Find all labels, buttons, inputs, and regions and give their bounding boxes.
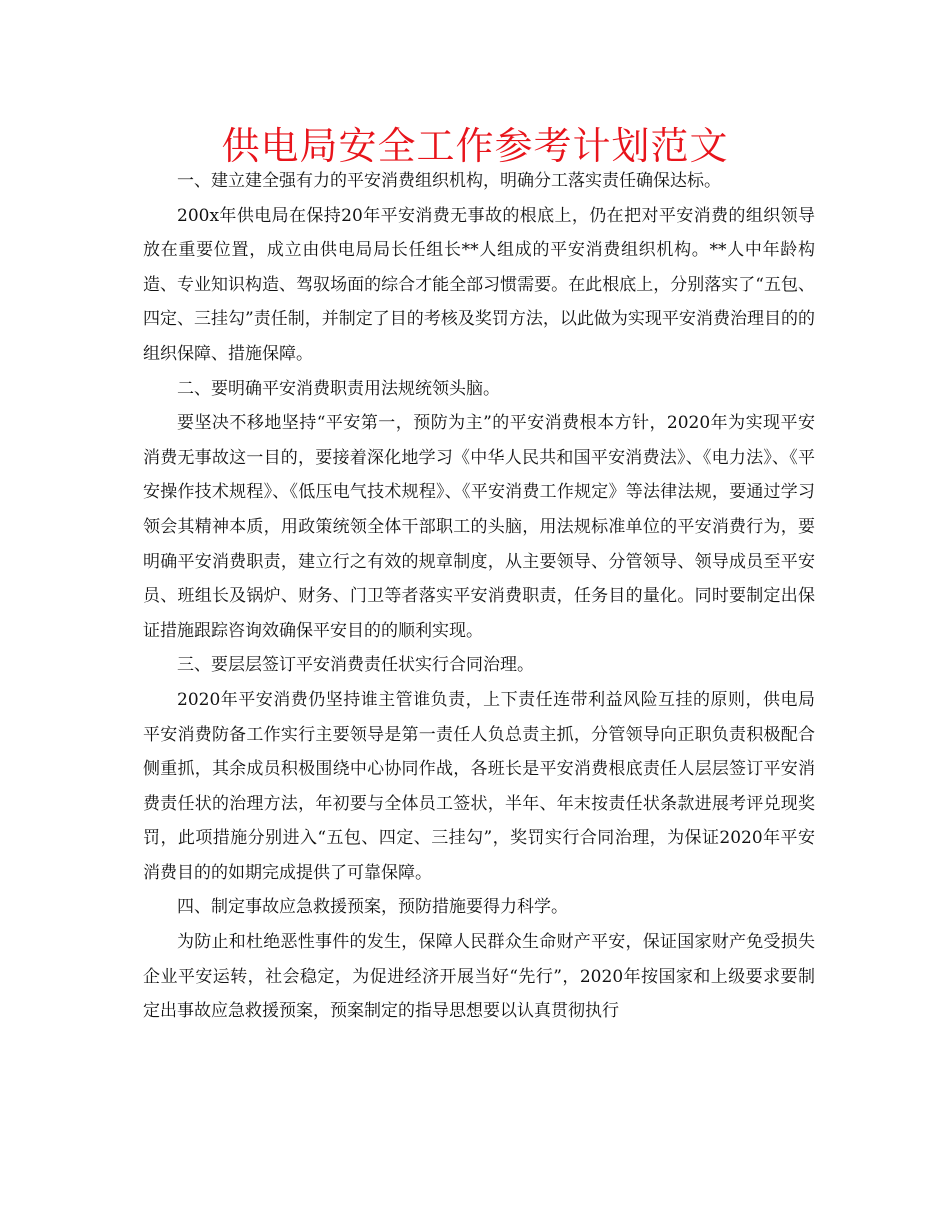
heading-paragraph-1: 一、建立建全强有力的平安消费组织机构，明确分工落实责任确保达标。 bbox=[177, 171, 721, 191]
heading-paragraph-2: 二、要明确平安消费职责用法规统领头脑。 bbox=[177, 378, 500, 399]
heading-paragraph-4: 四、制定事故应急救援预案，预防措施要得力科学。 bbox=[177, 897, 568, 918]
heading-paragraph-3: 三、要层层签订平安消费责任状实行合同治理。 bbox=[177, 655, 534, 676]
document-body bbox=[143, 164, 815, 1029]
body-paragraph-1: 200x年供电局在保持20年平安消费无事故的根底上，仍在把对平安消费的组织领导放在重要位置，成立由供电局局长任组长**人组成的平安消费组织机构。**人中年龄构造、专业知识构造、驾驭场面的综合才能全部习惯需要。在此根底上，分别落实了“五包、四定、三挂勾”责任制，并制定了目的考核及奖罚方法，以此做为实现平安消费治理目的的组织保障、措施保障。 bbox=[143, 205, 815, 364]
body-paragraph-4: 为防止和杜绝恶性事件的发生，保障人民群众生命财产平安，保证国家财产免受损失企业平安运转，社会稳定，为促进经济开展当好“先行”，2020年按国家和上级要求要制定出事故应急救援预案，预案制定的指导思想要以认真贯彻执行 bbox=[143, 932, 815, 1022]
document-title: 供电局安全工作参考计划范文 bbox=[221, 124, 729, 168]
body-paragraph-3: 2020年平安消费仍坚持谁主管谁负责，上下责任连带利益风险互挂的原则，供电局平安消费防备工作实行主要领导是第一责任人负总责主抓，分管领导向正职负责积极配合侧重抓，其余成员积极围绕中心协同作战，各班长是平安消费根底责任人层层签订平安消费责任状的治理方法，年初要与全体员工签状，半年、年末按责任状条款进展考评兑现奖罚，此项措施分别进入“五包、四定、三挂勾”，奖罚实行合同治理，为保证2020年平安消费目的的如期完成提供了可靠保障。 bbox=[143, 689, 815, 883]
body-paragraph-2: 要坚决不移地坚持“平安第一，预防为主”的平安消费根本方针，2020年为实现平安消费无事故这一目的，要接着深化地学习《中华人民共和国平安消费法》、《电力法》、《平安操作技术规程》、《低压电气技术规程》、《平安消费工作规定》等法律法规，要通过学习领会其精神本质，用政策统领全体干部职工的头脑，用法规标准单位的平安消费行为，要明确平安消费职责，建立行之有效的规章制度，从主要领导、分管领导、领导成员至平安员、班组长及锅炉、财务、门卫等者落实平安消费职责，任务目的量化。同时要制定出保证措施跟踪咨询效确保平安目的的顺利实现。 bbox=[143, 413, 815, 641]
